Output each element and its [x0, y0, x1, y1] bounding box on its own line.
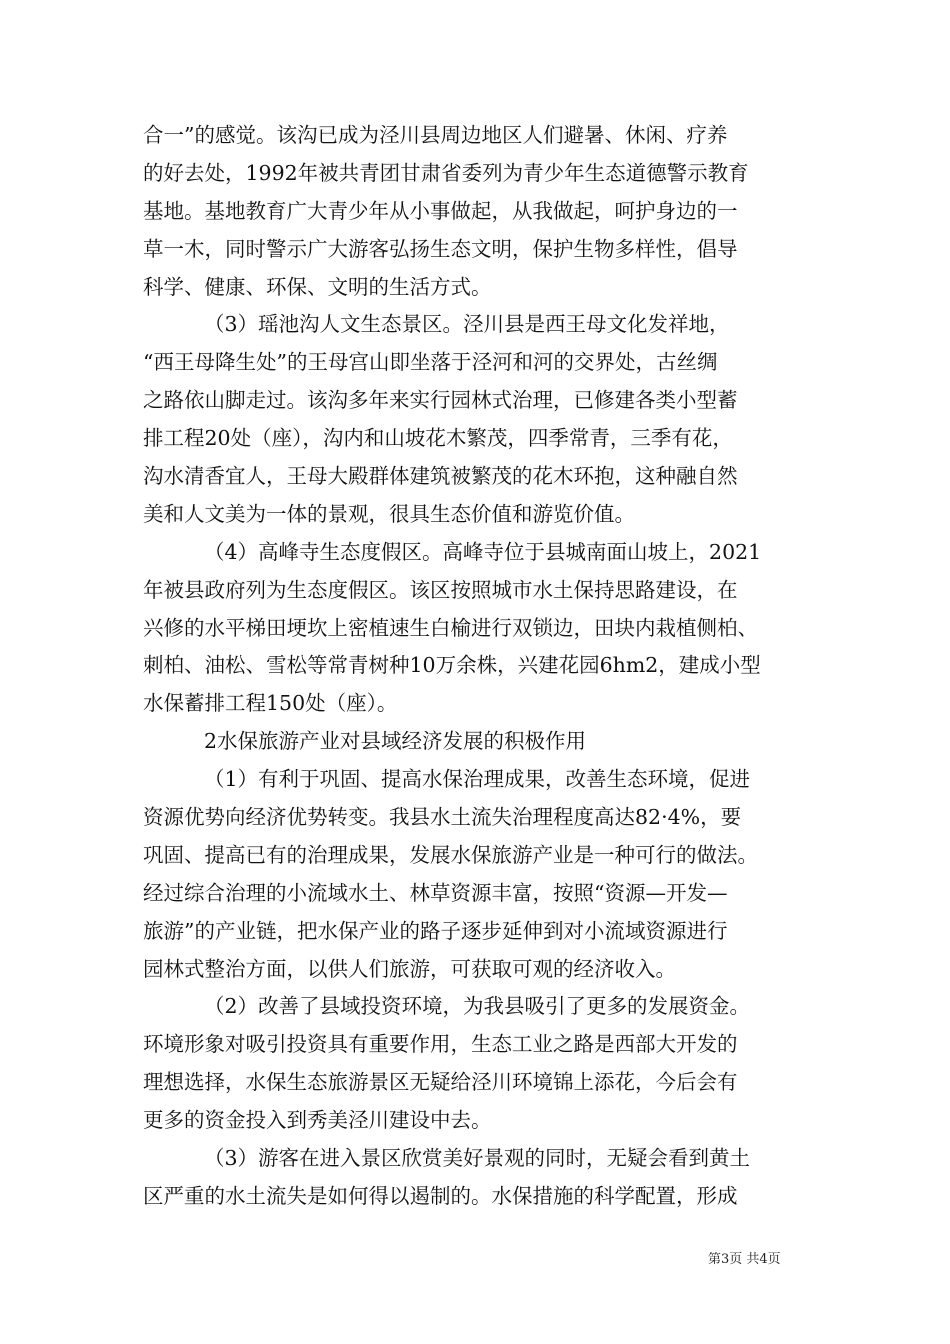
- text-line: 草一木，同时警示广大游客弘扬生态文明，保护生物多样性，倡导: [143, 236, 738, 261]
- text-line: （1）有利于巩固、提高水保治理成果，改善生态环境，促进: [204, 767, 751, 792]
- body-text: [143, 117, 815, 1216]
- text-line: 基地。基地教育广大青少年从小事做起，从我做起，呵护身边的一: [143, 198, 738, 223]
- text-line: 沟水清香宜人，王母大殿群体建筑被繁茂的花木环抱，这种融自然: [143, 464, 738, 489]
- text-line: 科学、健康、环保、文明的生活方式。: [143, 274, 492, 299]
- text-line: 环境形象对吸引投资具有重要作用，生态工业之路是西部大开发的: [143, 1032, 738, 1057]
- page-number: 第3页 共4页: [708, 1252, 781, 1267]
- text-line: 经过综合治理的小流域水土、林草资源丰富，按照“资源—开发—: [143, 880, 728, 905]
- text-line: “西王母降生处”的王母宫山即坐落于泾河和河的交界处，古丝绸: [143, 350, 718, 375]
- text-line: 园林式整治方面，以供人们旅游，可获取可观的经济收入。: [143, 956, 676, 981]
- text-line: （4）高峰寺生态度假区。高峰寺位于县城南面山坡上，2021: [204, 539, 762, 564]
- text-line: 年被县政府列为生态度假区。该区按照城市水土保持思路建设，在: [143, 577, 738, 602]
- text-line: 巩固、提高已有的治理成果，发展水保旅游产业是一种可行的做法。: [143, 842, 758, 867]
- text-line: （3）瑶池沟人文生态景区。泾川县是西王母文化发祥地，: [204, 312, 730, 337]
- text-line: 兴修的水平梯田埂坎上密植速生白榆进行双锁边，田块内栽植侧柏、: [143, 615, 758, 640]
- text-line: 2水保旅游产业对县域经济发展的积极作用: [204, 729, 587, 754]
- text-line: （2）改善了县域投资环境，为我县吸引了更多的发展资金。: [204, 994, 751, 1019]
- text-line: 合一”的感觉。该沟已成为泾川县周边地区人们避暑、休闲、疗养: [143, 123, 728, 147]
- text-line: 旅游”的产业链，把水保产业的路子逐步延伸到对小流域资源进行: [143, 918, 728, 943]
- text-line: 的好去处，1992年被共青团甘肃省委列为青少年生态道德警示教育: [143, 160, 749, 185]
- text-line: 区严重的水土流失是如何得以遏制的。水保措施的科学配置，形成: [143, 1183, 738, 1208]
- text-line: 资源优势向经济优势转变。我县水土流失治理程度高达82·4%，要: [143, 805, 742, 830]
- text-line: 理想选择，水保生态旅游景区无疑给泾川环境锦上添花，今后会有: [143, 1070, 738, 1095]
- text-line: 水保蓄排工程150处（座）。: [143, 691, 398, 716]
- text-line: （3）游客在进入景区欣赏美好景观的同时，无疑会看到黄土: [204, 1146, 751, 1171]
- text-line: 刺柏、油松、雪松等常青树种10万余株，兴建花园6hm2，建成小型: [143, 653, 761, 678]
- text-line: 之路依山脚走过。该沟多年来实行园林式治理，已修建各类小型蓄: [143, 388, 738, 413]
- text-line: 排工程20处（座），沟内和山坡花木繁茂，四季常青，三季有花，: [143, 426, 733, 451]
- text-line: 美和人文美为一体的景观，很具生态价值和游览价值。: [143, 501, 635, 526]
- text-line: 更多的资金投入到秀美泾川建设中去。: [143, 1108, 492, 1133]
